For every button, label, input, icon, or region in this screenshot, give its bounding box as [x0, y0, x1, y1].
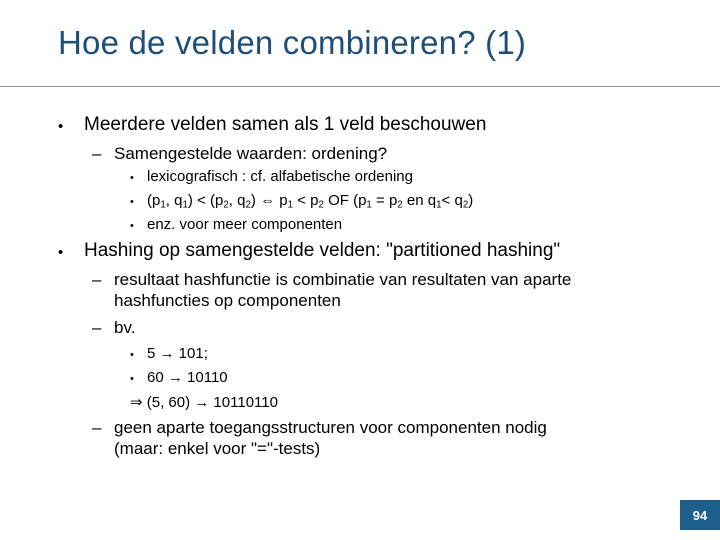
equivalence-arrow-icon: ⇔ — [260, 192, 276, 209]
bullet-1-text: Meerdere velden samen als 1 veld beschouwen — [84, 114, 487, 135]
dash-marker: – — [92, 144, 102, 163]
example-3: ⇒ (5, 60) → 10110110 — [130, 394, 278, 411]
dash-marker: – — [92, 270, 102, 289]
example-2: 60 → 10110 — [147, 369, 228, 386]
page-number-badge: 94 — [680, 500, 720, 530]
bullet-dot: • — [58, 244, 64, 261]
hashing-sub-1-line-2: hashfuncties op componenten — [114, 291, 341, 310]
hashing-sub-3-line-1: geen aparte toegangsstructuren voor componenten nodig — [114, 418, 547, 437]
ordering-item-2: ($p_1$, $q_1) < (p_2$, $q_2$) ⇔ $p_1 < p_2$ OF ($p_1 = p_2$ en $q_1< q_2$) — [147, 192, 474, 211]
dash-marker: – — [92, 418, 102, 437]
hashing-sub-1-line-1: resultaat hashfunctie is combinatie van resultaten van aparte — [114, 270, 572, 289]
bullet-dot: • — [58, 118, 64, 135]
bullet-dot: • — [130, 349, 134, 361]
hashing-sub-2: bv. — [114, 318, 136, 337]
bullet-dot: • — [130, 373, 134, 385]
right-arrow-icon: → — [167, 369, 183, 386]
right-arrow-icon: → — [159, 345, 175, 362]
title-divider — [0, 86, 720, 87]
ordering-item-3: enz. voor meer componenten — [147, 216, 343, 233]
slide-title: Hoe de velden combineren? (1) — [58, 24, 527, 61]
hashing-sub-3-line-2: (maar: enkel voor "="-tests) — [114, 439, 321, 458]
implies-arrow-icon: ⇒ — [130, 394, 143, 411]
bullet-2-text: Hashing op samengestelde velden: "partitioned hashing" — [84, 240, 561, 261]
bullet-dot: • — [130, 196, 134, 208]
example-1: 5 → 101; — [147, 345, 208, 362]
ordering-item-1: lexicografisch : cf. alfabetische ordening — [147, 168, 413, 185]
bullet-dot: • — [130, 172, 134, 184]
bullet-dot: • — [130, 220, 134, 232]
bullet-1-sub-text: Samengestelde waarden: ordening? — [114, 144, 388, 163]
right-arrow-icon: → — [194, 394, 210, 411]
dash-marker: – — [92, 318, 102, 337]
